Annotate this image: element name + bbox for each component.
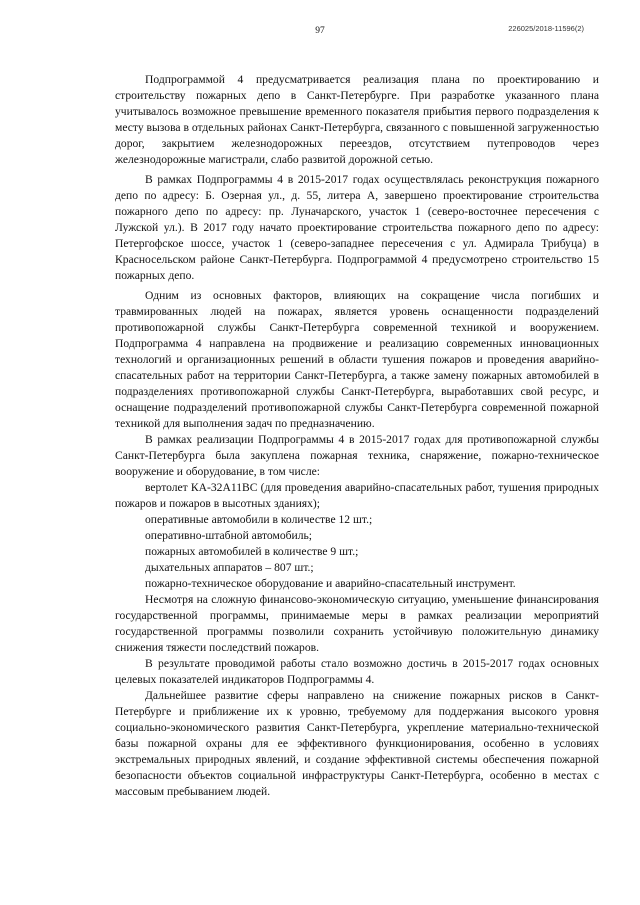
paragraph-equipment-factors: Одним из основных факторов, влияющих на сокращение числа погибших и травмированных людей на пожарах, является уровень оснащенности подразделений противопожарной службы Санкт-Петербурга современной техникой и вооружением. Подпрограмма 4 направлена на продвижение и реализацию современных инновационных технологий и организационных решений в области тушения пожаров и проведения аварийно-спасательных работ на территории Санкт-Петербурга, а также замену пожарных автомобилей в подразделениях противопожарной службы Санкт-Петербурга, выработавших свой ресурс, и оснащение подразделений противопожарной службы Санкт-Петербурга современной пожарной техникой для выполнения задач по предназначению. — [115, 289, 599, 430]
paragraph-further-development: Дальнейшее развитие сферы направлено на снижение пожарных рисков в Санкт-Петербурге и приближение их к уровню, требуемому для поддержания высокого уровня социально-экономического развития Санкт-Петербурга, укрепление материально-технической базы пожарной охраны для ее эффективного функционирования, особенно в условиях экстремальных природных явлений, и создание эффективной системы обеспечения пожарной безопасности объектов социальной инфраструктуры Санкт-Петербурга, особенно в местах с массовым пребыванием людей. — [115, 689, 599, 798]
document-id: 226025/2018-11596(2) — [508, 24, 584, 33]
paragraph-purchases-intro: В рамках реализации Подпрограммы 4 в 2015-2017 годах для противопожарной службы Санкт-Петербурга была закуплена пожарная техника, снаряжение, пожарно-техническое вооружение и оборудование, в том числе: — [115, 433, 599, 478]
page-number: 97 — [315, 26, 325, 36]
list-item: вертолет КА-32А11ВС (для проведения аварийно-спасательных работ, тушения природных пожаров и пожаров в высотных зданиях); — [115, 481, 599, 510]
paragraph-fire-station-plan: Подпрограммой 4 предусматривается реализация плана по проектированию и строительству пожарных депо в Санкт-Петербурге. При разработке указанного плана учитывалось возможное превышение временного показателя прибытия первого подразделения к месту вызова в отдельных районах Санкт-Петербурга, связанного с повышенной загруженностью дорог, закрытием железнодорожных переездов, отсутствием путепроводов через железнодорожные магистрали, слабо развитой дорожной сетью. — [115, 73, 599, 166]
list-item: пожарно-техническое оборудование и аварийно-спасательный инструмент. — [145, 577, 516, 590]
equipment-list — [115, 480, 599, 592]
list-item: оперативные автомобили в количестве 12 шт.; — [145, 513, 373, 526]
paragraph-results: В результате проводимой работы стало возможно достичь в 2015-2017 годах основных целевых показателей индикаторов Подпрограммы 4. — [115, 657, 599, 686]
list-item: оперативно-штабной автомобиль; — [145, 529, 313, 542]
list-item: дыхательных аппаратов – 807 шт.; — [145, 561, 314, 574]
paragraph-financing: Несмотря на сложную финансово-экономическую ситуацию, уменьшение финансирования государственной программы, принимаемые меры в рамках реализации мероприятий государственной программы позволили сохранить устойчивую положительную динамику снижения тяжести последствий пожаров. — [115, 593, 599, 654]
document-body — [115, 72, 599, 800]
paragraph-fire-station-construction: В рамках Подпрограммы 4 в 2015-2017 годах осуществлялась реконструкция пожарного депо по адресу: Б. Озерная ул., д. 55, литера А, завершено проектирование строительства пожарного депо по адресу: пр. Луначарского, участок 1 (северо-восточнее пересечения с Лужской ул.). В 2017 году начато проектирование строительства пожарного депо по адресу: Петергофское шоссе, участок 1 (северо-западнее пересечения с ул. Адмирала Трибуца) в Красносельском районе Санкт-Петербурга. Подпрограммой 4 предусмотрено строительство 15 пожарных депо. — [115, 173, 599, 282]
list-item: пожарных автомобилей в количестве 9 шт.; — [145, 545, 359, 558]
